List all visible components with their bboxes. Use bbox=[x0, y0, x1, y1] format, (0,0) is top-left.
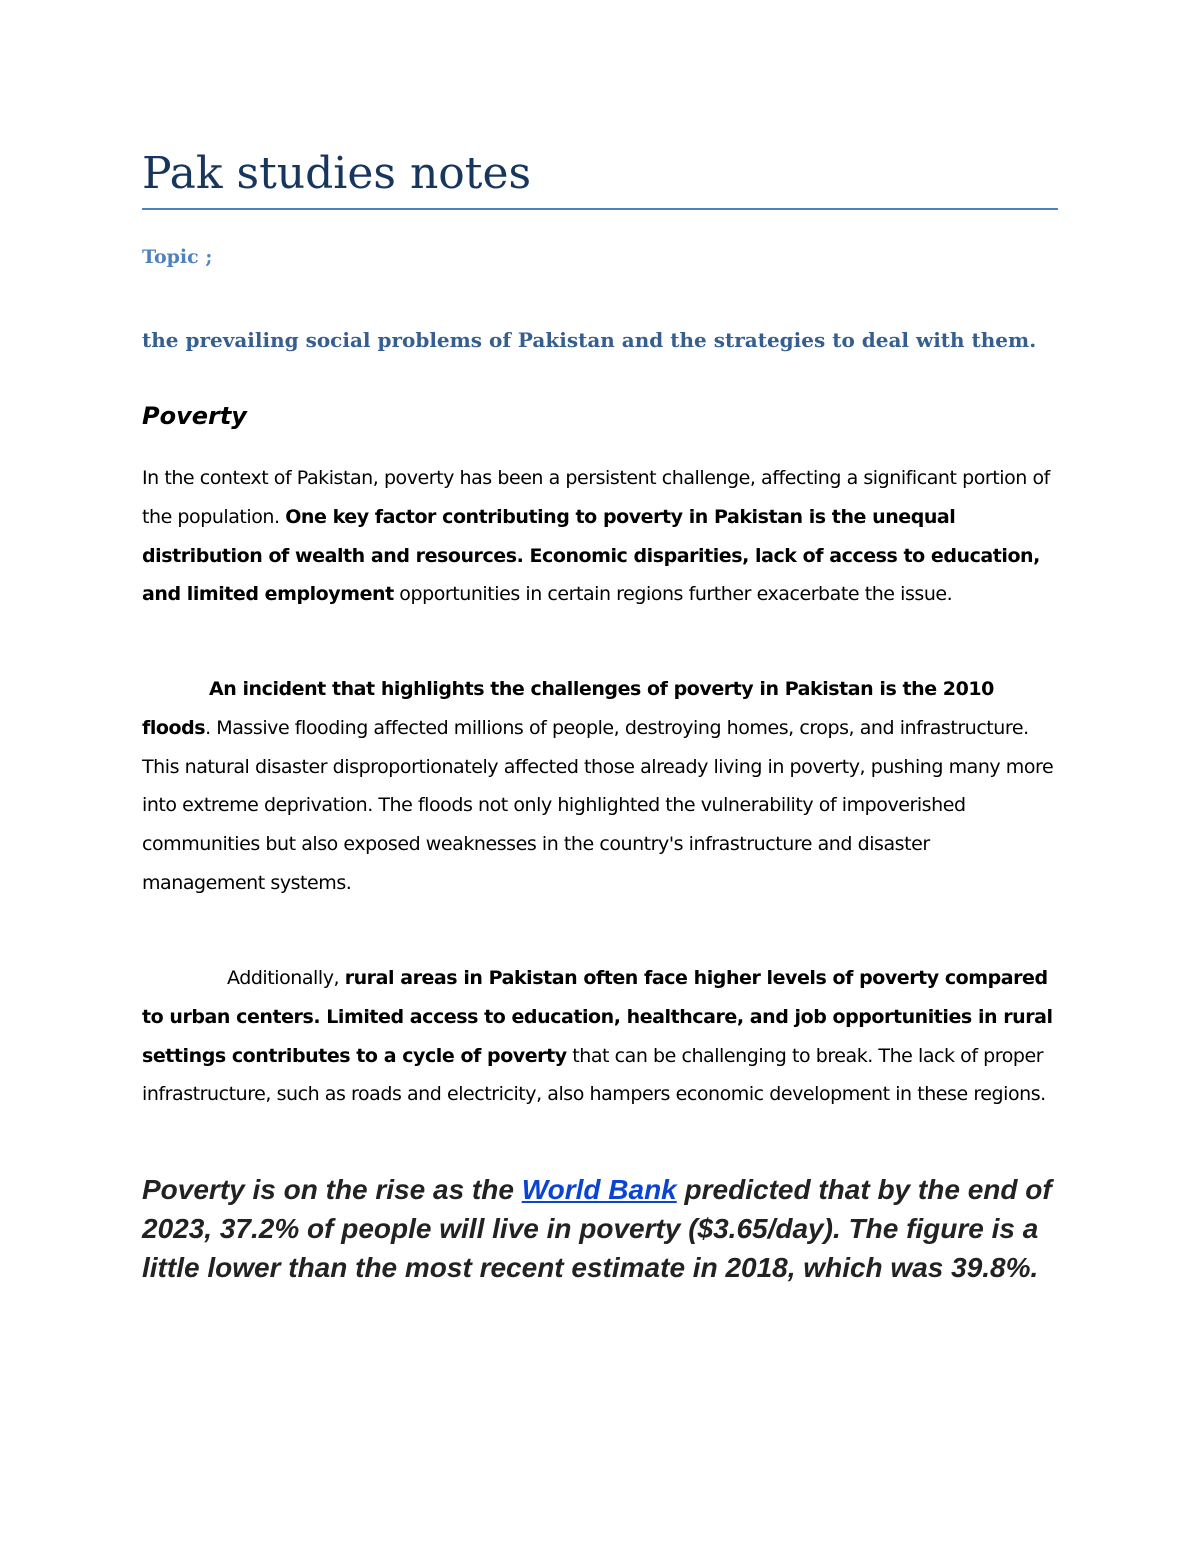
p3-bold-text: rural areas in Pakistan often face higher levels of poverty compared to urban centers. Limited access to education, healthcare, and job opportunities in rural settings contributes to a cycle of poverty bbox=[142, 967, 1053, 1067]
quote-text-1: Poverty is on the rise as the bbox=[142, 1174, 522, 1205]
p1-bold-text: One key factor contributing to poverty in Pakistan is the unequal distribution of wealth and resources. Economic disparities, lack of access to education, and limited employment bbox=[142, 505, 1040, 606]
quote-text-2: predicted that by the end of 2023, 37.2% of people will live in poverty ($3.65/day). The figure is a little lower than the most recent estimate in 2018, which was 39.8%. bbox=[142, 1174, 1052, 1283]
p3-text-2: that can be challenging to break. The lack of proper infrastructure, such as roads and electricity, also hampers economic development in these regions. bbox=[142, 1044, 1046, 1106]
p2-text-1: . Massive flooding affected millions of people, destroying homes, crops, and infrastructure. This natural disaster disproportionately affected those already living in poverty, pushing many more into extreme deprivation. The floods not only highlighted the vulnerability of impoverished communities but also exposed weaknesses in the country's infrastructure and disaster management systems. bbox=[142, 716, 1054, 894]
p1-text-2: opportunities in certain regions further exacerbate the issue. bbox=[393, 583, 953, 606]
document-title: Pak studies notes bbox=[142, 148, 532, 199]
topic-label: Topic ; bbox=[142, 246, 213, 268]
paragraph-floods bbox=[142, 670, 1058, 903]
paragraph-context bbox=[142, 459, 1058, 614]
paragraph-rural bbox=[142, 959, 1058, 1114]
world-bank-link[interactable]: World Bank bbox=[521, 1174, 677, 1205]
poverty-statistic-quote bbox=[142, 1170, 1058, 1287]
p3-text-1: Additionally, bbox=[227, 967, 345, 989]
title-divider bbox=[142, 208, 1058, 210]
p1-text-1: In the context of Pakistan, poverty has been a persistent challenge, affecting a significant portion of the population. bbox=[142, 467, 1050, 528]
topic-subtitle: the prevailing social problems of Pakistan and the strategies to deal with them. bbox=[142, 328, 1037, 352]
p2-bold-text: An incident that highlights the challenges of poverty in Pakistan is the 2010 floods bbox=[142, 678, 994, 739]
section-heading-poverty: Poverty bbox=[142, 402, 247, 430]
